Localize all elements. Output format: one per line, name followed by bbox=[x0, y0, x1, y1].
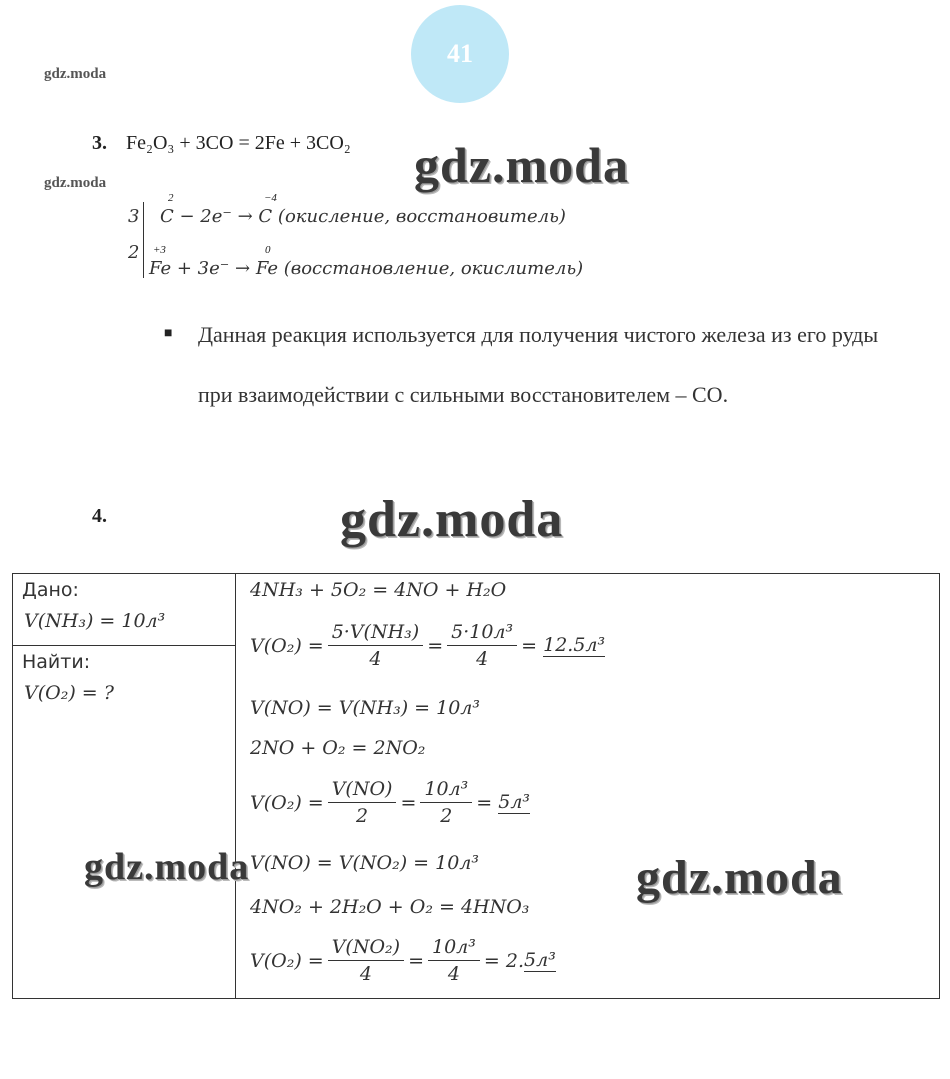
balance-coefficient: 3 bbox=[128, 206, 140, 227]
table-row-divider bbox=[12, 645, 236, 646]
reduction-half-reaction: Fe + 3e⁻ → Fe (восстановление, окислитель) bbox=[149, 258, 584, 279]
task-number: 3. bbox=[92, 132, 107, 154]
fraction-denominator: 4 bbox=[369, 648, 382, 670]
bullet-icon: ■ bbox=[164, 326, 173, 341]
calculation-line: V(O₂) = $\frac{V(NO)}{2}$ = $\frac{\text{10л³}}{2}$ = 5л³ bbox=[250, 778, 531, 827]
calculation-line: V(O₂) = $\frac{\text{V(NO₂)}}{4}$ = $\frac{\text{10л³}}{4}$ = 2. 5л³ bbox=[250, 936, 556, 985]
watermark-large: gdz.moda bbox=[636, 851, 843, 904]
calculation-line: V(O₂) = $\frac{\text{5·V(NH₃)}}{4}$ = $\frac{\text{5·10л³}}{4}$ = 12.5л³ bbox=[250, 621, 606, 670]
equation-line: V(NO) = V(NH₃) = 10л³ bbox=[250, 697, 480, 719]
fraction bbox=[328, 936, 404, 985]
oxidation-half-reaction: C − 2e⁻ → C (окисление, восстановитель) bbox=[160, 206, 566, 227]
fraction-numerator: 10л³ bbox=[420, 778, 472, 803]
equation-line: 4NH₃ + 5O₂ = 4NO + H₂O bbox=[250, 579, 507, 601]
fraction-numerator: V(NO₂) bbox=[328, 936, 404, 961]
fraction bbox=[328, 621, 424, 670]
equation-line: 2NO + O₂ = 2NO₂ bbox=[250, 737, 426, 759]
fraction bbox=[447, 621, 517, 670]
calc-lhs: V(O₂) = bbox=[250, 634, 324, 657]
fraction bbox=[420, 778, 472, 827]
oxidation-state: 0 bbox=[265, 244, 271, 256]
fraction-numerator: 5·V(NH₃) bbox=[328, 621, 424, 646]
page-number-badge: 41 bbox=[411, 5, 509, 103]
watermark-large: gdz.moda bbox=[414, 137, 629, 193]
fraction-denominator: 4 bbox=[447, 963, 460, 985]
find-value: V(O₂) = ? bbox=[24, 682, 114, 704]
reaction-equation: Fe₂O₃ + 3CO = 2Fe + 3CO₂ bbox=[126, 132, 351, 154]
calc-result: 5л³ bbox=[498, 791, 531, 813]
fraction-numerator: 5·10л³ bbox=[447, 621, 517, 646]
find-label: Найти: bbox=[22, 651, 91, 673]
equation-line: 4NO₂ + 2H₂O + O₂ = 4HNO₃ bbox=[250, 896, 530, 918]
balance-coefficient: 2 bbox=[128, 242, 140, 263]
table-column-divider bbox=[235, 573, 236, 998]
watermark-large: gdz.moda bbox=[340, 491, 564, 548]
fraction-denominator: 2 bbox=[356, 805, 369, 827]
calc-result: 5л³ bbox=[524, 949, 556, 971]
watermark-small: gdz.moda bbox=[44, 66, 107, 82]
calc-result-prefix: 2. bbox=[505, 949, 525, 972]
watermark-small: gdz.moda bbox=[44, 175, 107, 191]
fraction-numerator: 10л³ bbox=[428, 936, 480, 961]
oxidation-state: 2 bbox=[168, 192, 174, 204]
fraction-denominator: 2 bbox=[440, 805, 453, 827]
bullet-paragraph: Данная реакция используется для получения чистого железа из его руды при взаимодействии с сильными восстановителем – CO. bbox=[198, 322, 879, 407]
given-value: V(NH₃) = 10л³ bbox=[24, 610, 166, 632]
calc-result: 12.5л³ bbox=[543, 634, 606, 656]
fraction-denominator: 4 bbox=[476, 648, 489, 670]
oxidation-state: −4 bbox=[264, 192, 277, 204]
fraction bbox=[328, 778, 397, 827]
task-number: 4. bbox=[92, 505, 107, 527]
equation-line: V(NO) = V(NO₂) = 10л³ bbox=[250, 852, 480, 874]
calc-lhs: V(O₂) = bbox=[250, 949, 324, 972]
given-label: Дано: bbox=[22, 579, 79, 601]
balance-divider bbox=[143, 202, 144, 278]
oxidation-state: +3 bbox=[153, 244, 166, 256]
fraction-denominator: 4 bbox=[359, 963, 372, 985]
fraction-numerator: V(NO) bbox=[328, 778, 397, 803]
calc-lhs: V(O₂) = bbox=[250, 791, 324, 814]
fraction bbox=[428, 936, 480, 985]
watermark-large: gdz.moda bbox=[84, 846, 250, 888]
